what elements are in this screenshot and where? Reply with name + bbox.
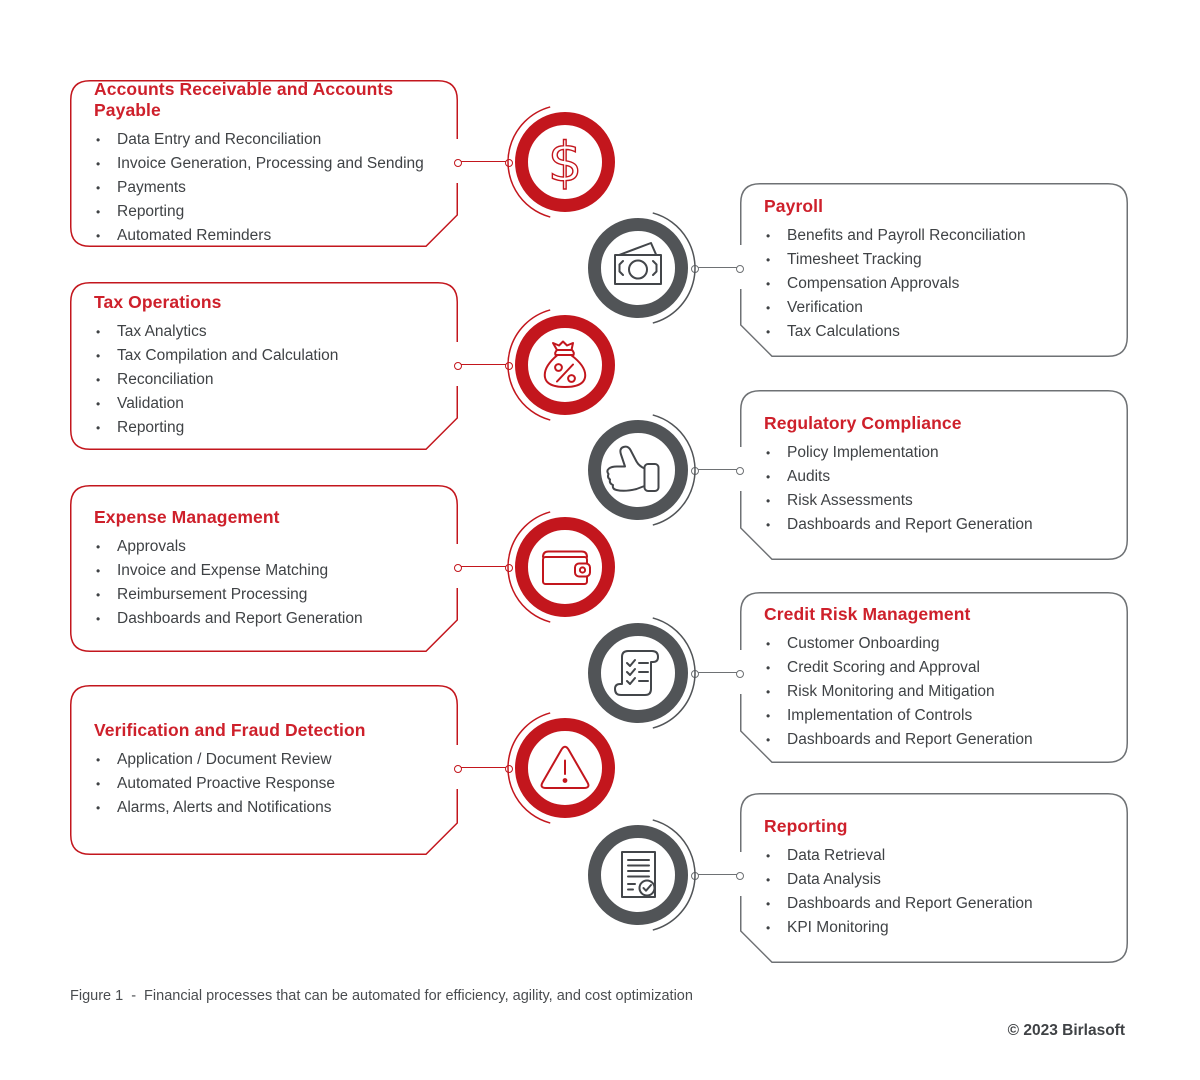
panel-accounts-receivable-payable [70, 80, 458, 247]
connector-line [458, 364, 509, 365]
bullet-glyph: • [766, 897, 771, 911]
bullet-glyph: • [96, 777, 101, 791]
list-item-text: Implementation of Controls [787, 706, 973, 724]
list-item-text: Verification [787, 299, 863, 316]
list-item-text: Customer Onboarding [787, 634, 940, 652]
connector-line [695, 469, 740, 470]
panel-title: Reporting [764, 816, 848, 836]
panel-tax-operations [70, 282, 458, 450]
list-item-text: Reimbursement Processing [117, 585, 308, 603]
list-item-text: Policy Implementation [787, 444, 939, 461]
bullet-glyph: • [766, 325, 771, 339]
list-item [94, 344, 440, 368]
panel-credit-risk-management [740, 592, 1128, 763]
bullet-glyph: • [96, 325, 101, 339]
bullet-glyph: • [96, 753, 101, 767]
bullet-glyph: • [766, 873, 771, 887]
copyright-notice: © 2023 Birlasoft [1007, 1022, 1125, 1039]
list-item-text: Invoice Generation, Processing and Sending [117, 155, 424, 172]
list-item-text: Payments [117, 179, 186, 196]
list-item-text: Tax Analytics [117, 323, 207, 340]
list-item [94, 559, 440, 583]
list-item [764, 916, 1110, 940]
list-item-text: Dashboards and Report Generation [787, 516, 1033, 533]
document-check-icon [578, 815, 698, 935]
bullet-glyph: • [766, 229, 771, 243]
list-item-text: Data Analysis [787, 871, 881, 888]
bullet-glyph: • [96, 205, 101, 219]
bullet-glyph: • [766, 277, 771, 291]
list-item-text: Alarms, Alerts and Notifications [117, 799, 332, 816]
panel-verification-fraud-detection [70, 685, 458, 855]
list-item [94, 152, 440, 176]
list-item-text: Data Retrieval [787, 847, 886, 864]
list-item [94, 368, 440, 392]
list-item-text: Audits [787, 468, 831, 485]
list-item [764, 248, 1110, 272]
panel-title: Verification and Fraud Detection [94, 720, 366, 740]
list-item [764, 680, 1110, 704]
list-item-text: Automated Proactive Response [117, 775, 335, 792]
list-item-text: KPI Monitoring [787, 919, 889, 936]
list-item-text: Reconciliation [117, 371, 214, 388]
list-item-text: Tax Calculations [787, 323, 900, 340]
panel-item-list [94, 748, 440, 820]
figure-caption-dash: - [131, 988, 137, 1004]
list-item [764, 632, 1110, 656]
list-item [764, 892, 1110, 916]
list-item-text: Reporting [117, 419, 185, 436]
bullet-glyph: • [766, 494, 771, 508]
bullet-glyph: • [96, 181, 101, 195]
list-item [94, 748, 440, 772]
connector-line [458, 566, 509, 567]
bullet-glyph: • [766, 660, 771, 675]
bullet-glyph: • [96, 397, 101, 411]
list-item [94, 200, 440, 224]
list-item [94, 796, 440, 820]
connector-line [458, 767, 509, 768]
list-item [764, 513, 1110, 537]
list-item-text: Automated Reminders [117, 227, 272, 244]
panel-item-list [94, 535, 440, 631]
panel-payroll [740, 183, 1128, 357]
panel-title: Accounts Receivable and Accounts Payable [94, 79, 394, 120]
list-item-text: Timesheet Tracking [787, 251, 922, 268]
bullet-glyph: • [96, 611, 101, 626]
bullet-glyph: • [96, 539, 101, 554]
list-item [764, 728, 1110, 752]
list-item-text: Benefits and Payroll Reconciliation [787, 227, 1026, 244]
dollar-icon [505, 102, 625, 222]
panel-title: Payroll [764, 196, 824, 216]
list-item [94, 583, 440, 607]
panel-title: Tax Operations [94, 292, 222, 312]
list-item [94, 416, 440, 440]
svg-text:$: $ [547, 131, 583, 194]
list-item [94, 392, 440, 416]
list-item-text: Invoice and Expense Matching [117, 561, 329, 579]
panel-item-list [764, 224, 1110, 344]
list-item [764, 441, 1110, 465]
bullet-glyph: • [766, 446, 771, 460]
list-item [94, 128, 440, 152]
list-item-text: Approvals [117, 537, 186, 555]
bullet-glyph: • [766, 253, 771, 267]
panel-expense-management [70, 485, 458, 652]
panel-item-list [764, 844, 1110, 940]
panel-item-list [94, 320, 440, 440]
bullet-glyph: • [766, 518, 771, 532]
list-item [94, 176, 440, 200]
panel-regulatory-compliance [740, 390, 1128, 560]
list-item [764, 656, 1110, 680]
list-item-text: Dashboards and Report Generation [787, 730, 1033, 748]
list-item-text: Dashboards and Report Generation [787, 895, 1033, 912]
bullet-glyph: • [96, 133, 101, 147]
list-item-text: Validation [117, 395, 184, 412]
panel-reporting [740, 793, 1128, 963]
money-bag-percent-icon [505, 305, 625, 425]
figure-caption-label: Figure 1 [70, 988, 124, 1004]
panel-title: Credit Risk Management [764, 603, 971, 624]
bullet-glyph: • [96, 229, 101, 243]
bullet-glyph: • [96, 349, 101, 363]
list-item [94, 320, 440, 344]
bullet-glyph: • [766, 708, 771, 723]
list-item-text: Data Entry and Reconciliation [117, 131, 322, 148]
connector-line [458, 161, 509, 162]
list-item [764, 320, 1110, 344]
connector-line [695, 672, 740, 673]
list-item [764, 704, 1110, 728]
bullet-glyph: • [766, 849, 771, 863]
bullet-glyph: • [96, 563, 101, 578]
figure-caption-text: Financial processes that can be automated for efficiency, agility, and cost optimization [144, 988, 693, 1004]
list-item-text: Credit Scoring and Approval [787, 658, 981, 676]
bullet-glyph: • [96, 801, 101, 815]
bullet-glyph: • [766, 921, 771, 935]
bullet-glyph: • [766, 470, 771, 484]
list-item [94, 535, 440, 559]
bullet-glyph: • [96, 157, 101, 171]
bullet-glyph: • [766, 301, 771, 315]
bullet-glyph: • [96, 373, 101, 387]
bullet-glyph: • [766, 636, 771, 651]
list-item [764, 296, 1110, 320]
wallet-icon [505, 507, 625, 627]
list-item [94, 224, 440, 248]
warning-icon [505, 708, 625, 828]
panel-item-list [764, 632, 1110, 752]
list-item [764, 844, 1110, 868]
list-item [764, 224, 1110, 248]
bullet-glyph: • [96, 421, 101, 435]
list-item [94, 772, 440, 796]
connector-line [695, 874, 740, 875]
list-item-text: Risk Monitoring and Mitigation [787, 682, 995, 700]
list-item [764, 272, 1110, 296]
panel-title: Regulatory Compliance [764, 413, 962, 433]
bullet-glyph: • [766, 684, 771, 699]
bullet-glyph: • [766, 732, 771, 747]
panel-title: Expense Management [94, 506, 280, 527]
list-item [764, 465, 1110, 489]
list-item [764, 489, 1110, 513]
list-item-text: Compensation Approvals [787, 275, 960, 292]
connector-line [695, 267, 740, 268]
list-item-text: Reporting [117, 203, 185, 220]
figure-caption [70, 988, 693, 1004]
list-item-text: Tax Compilation and Calculation [117, 347, 339, 364]
panel-item-list [94, 128, 440, 248]
list-item-text: Dashboards and Report Generation [117, 609, 363, 627]
bullet-glyph: • [96, 587, 101, 602]
list-item-text: Application / Document Review [117, 751, 332, 768]
panel-item-list [764, 441, 1110, 537]
list-item-text: Risk Assessments [787, 492, 913, 509]
list-item [764, 868, 1110, 892]
list-item [94, 607, 440, 631]
